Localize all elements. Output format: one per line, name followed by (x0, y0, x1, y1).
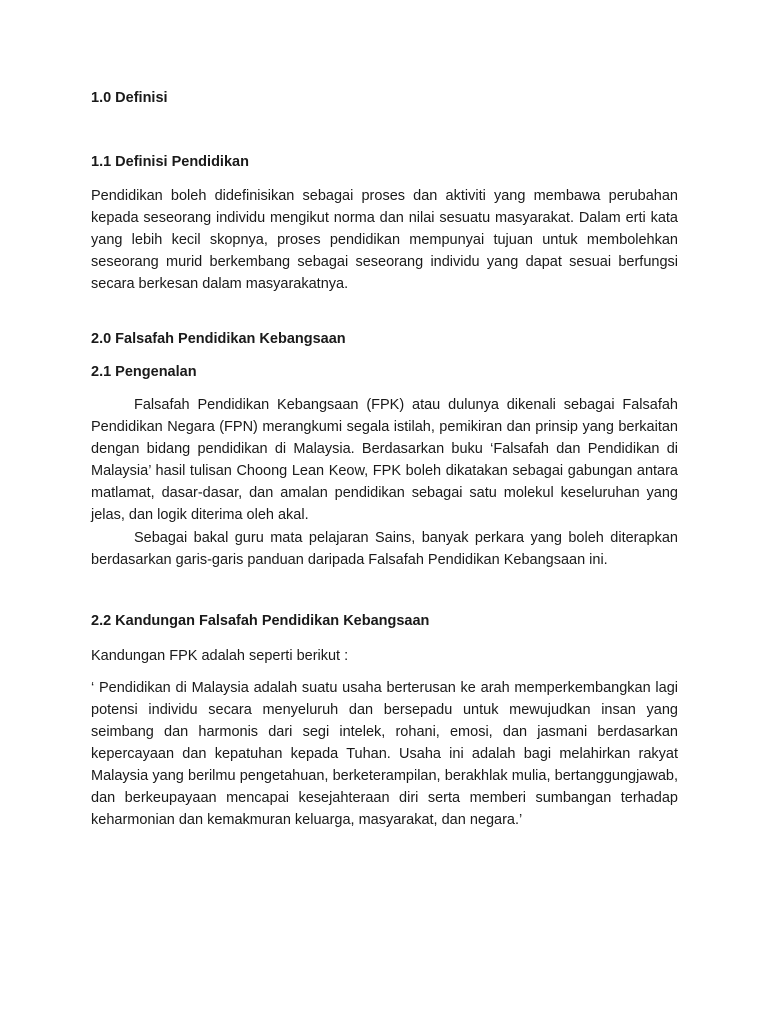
paragraph-kandungan-fpk: ‘ Pendidikan di Malaysia adalah suatu usaha berterusan ke arah memperkembangkan lagi potensi individu secara menyeluruh dan bersepadu untuk mewujudkan insan yang seimbang dan harmonis dari segi intelek, rohani, emosi, dan jasmani berdasarkan kepercayaan dan kepatuhan kepada Tuhan. Usaha ini adalah bagi melahirkan rakyat Malaysia yang berilmu pengetahuan, berketerampilan, berakhlak mulia, bertanggungjawab, dan berkeupayaan mencapai kesejahteraan diri serta memberi sumbangan terhadap keharmonian dan kemakmuran keluarga, masyarakat, dan negara.’ (91, 680, 678, 828)
paragraph-definisi-pendidikan: Pendidikan boleh didefinisikan sebagai proses dan aktiviti yang membawa perubahan kepada seseorang individu mengikut norma dan nilai sesuatu masyarakat. Dalam erti kata yang lebih kecil skopnya, proses pendidikan mempunyai tujuan untuk membolehkan seseorang murid berkembang sebagai seseorang individu yang dapat sesuai berfungsi secara berkesan dalam masyarakatnya. (91, 188, 678, 292)
paragraph-bakal-guru: Sebagai bakal guru mata pelajaran Sains, banyak perkara yang boleh diterapkan berdasarkan garis-garis panduan daripada Falsafah Pendidikan Kebangsaan ini. (91, 530, 678, 568)
paragraph-pengenalan: Falsafah Pendidikan Kebangsaan (FPK) atau dulunya dikenali sebagai Falsafah Pendidikan Negara (FPN) merangkumi segala istilah, pemikiran dan prinsip yang berkaitan dengan bidang pendidikan di Malaysia. Berdasarkan buku ‘Falsafah dan Pendidikan di Malaysia’ hasil tulisan Choong Lean Keow, FPK boleh dikatakan sebagai gabungan antara matlamat, dasar-dasar, dan amalan pendidikan sebagai satu molekul keseluruhan yang jelas, dan logik diterima oleh akal. (91, 397, 678, 523)
heading-2-2: 2.2 Kandungan Falsafah Pendidikan Kebangsaan (91, 613, 430, 629)
heading-1-1: 1.1 Definisi Pendidikan (91, 154, 249, 170)
paragraph-kandungan-intro: Kandungan FPK adalah seperti berikut : (91, 648, 349, 664)
heading-1-0: 1.0 Definisi (91, 90, 168, 106)
heading-2-1: 2.1 Pengenalan (91, 364, 197, 380)
heading-2-0: 2.0 Falsafah Pendidikan Kebangsaan (91, 331, 346, 347)
